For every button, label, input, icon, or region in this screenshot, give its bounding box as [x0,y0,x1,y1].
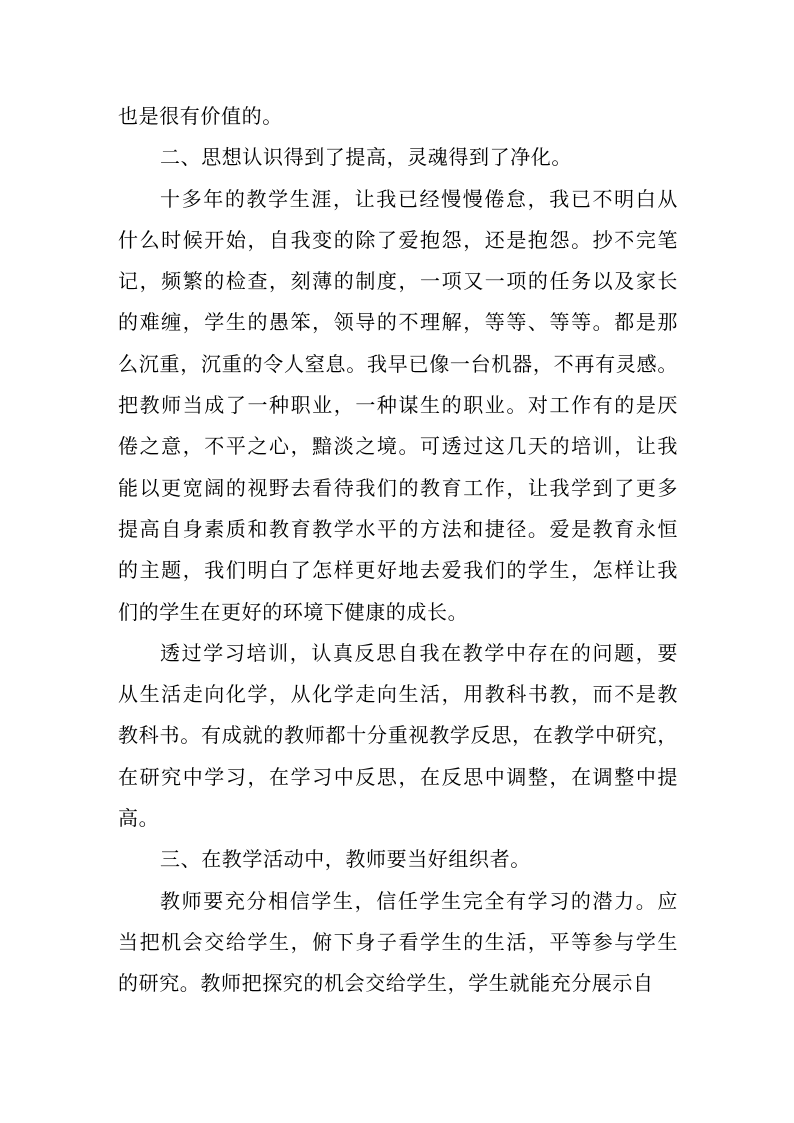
document-body [118,96,678,1005]
text-line: 们的学生在更好的环境下健康的成长。 [118,599,469,624]
paragraph-p3 [118,179,678,633]
paragraph-p1 [118,96,678,137]
text-line: 记，频繁的检查，刻薄的制度，一项又一项的任务以及家长 [118,269,678,294]
text-line: 的难缠，学生的愚笨，领导的不理解，等等、等等。都是那 [118,310,678,335]
text-line: 在研究中学习，在学习中反思，在反思中调整，在调整中提 [118,764,678,789]
text-line: 的主题，我们明白了怎样更好地去爱我们的学生，怎样让我 [118,558,678,583]
text-line: 把教师当成了一种职业，一种谋生的职业。对工作有的是厌 [118,393,678,418]
paragraph-p6 [118,881,678,1005]
text-line: 也是很有价值的。 [118,104,283,128]
text-line: 当把机会交给学生，俯下身子看学生的生活，平等参与学生 [118,929,678,954]
text-line: 倦之意，不平之心，黯淡之境。可透过这几天的培训，让我 [118,434,678,459]
text-line: 教科书。有成就的教师都十分重视教学反思，在教学中研究， [118,723,678,748]
text-line: 什么时候开始，自我变的除了爱抱怨，还是抱怨。抄不完笔 [118,227,678,252]
text-line: 二、思想认识得到了提高，灵魂得到了净化。 [160,145,572,170]
paragraph-p5 [118,839,678,880]
text-line: 能以更宽阔的视野去看待我们的教育工作，让我学到了更多 [118,475,678,500]
text-line: 么沉重，沉重的令人窒息。我早已像一台机器，不再有灵感。 [118,351,678,376]
text-line: 透过学习培训，认真反思自我在教学中存在的问题，要 [160,640,678,665]
paragraph-p4 [118,633,678,839]
text-line: 教师要充分相信学生，信任学生完全有学习的潜力。应 [160,888,678,913]
text-line: 的研究。教师把探究的机会交给学生，学生就能充分展示自 [118,971,654,996]
text-line: 从生活走向化学，从化学走向生活，用教科书教，而不是教 [118,682,678,707]
paragraph-p2 [118,137,678,178]
text-line: 十多年的教学生涯，让我已经慢慢倦怠，我已不明白从 [160,186,678,211]
text-line: 高。 [118,806,160,831]
text-line: 三、在教学活动中，教师要当好组织者。 [160,847,531,872]
text-line: 提高自身素质和教育教学水平的方法和捷径。爱是教育永恒 [118,516,678,541]
